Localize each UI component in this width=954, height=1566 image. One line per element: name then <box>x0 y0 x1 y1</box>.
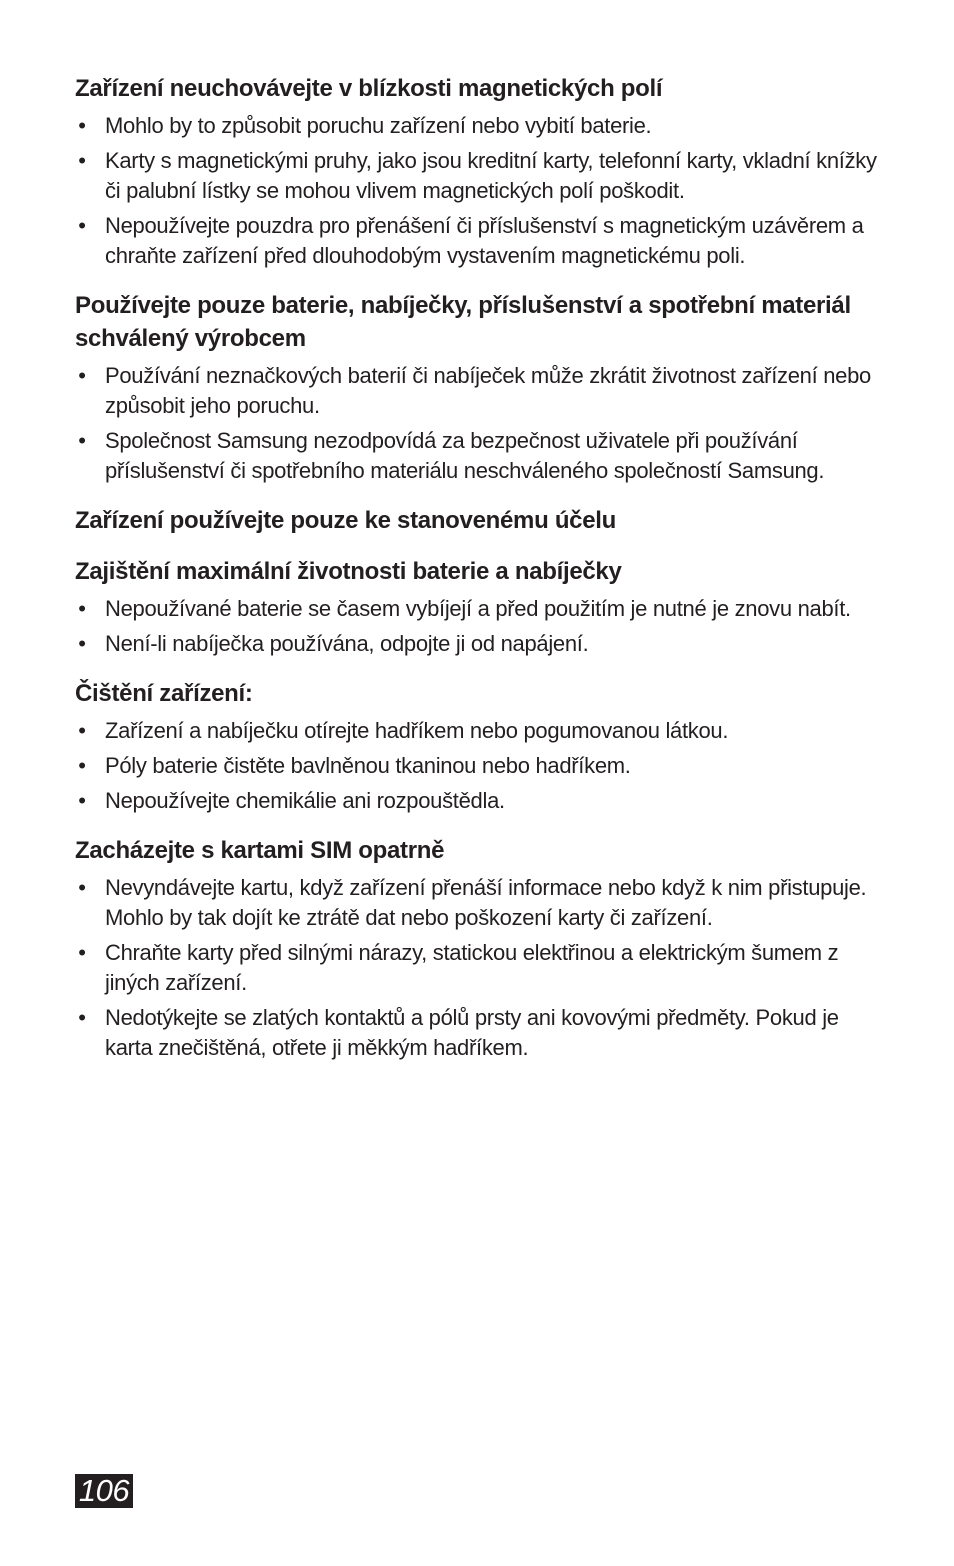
list-item-text: Mohlo by to způsobit poruchu zařízení nebo vybití baterie. <box>105 113 652 138</box>
section-heading: Používejte pouze baterie, nabíječky, příslušenství a spotřební materiál schválený výrobcem <box>75 292 851 352</box>
bullet-list <box>75 594 885 659</box>
list-item <box>75 111 885 141</box>
bullet-list <box>75 716 885 816</box>
bullet-list <box>75 111 885 271</box>
page-number: 106 <box>75 1474 133 1508</box>
list-item-text: Společnost Samsung nezodpovídá za bezpečnost uživatele při používání příslušenství či spotřebního materiálu neschváleného společností Samsung. <box>105 428 825 483</box>
list-item <box>75 211 885 271</box>
bullet-icon: • <box>78 788 86 813</box>
document-body <box>75 72 885 1068</box>
list-item-text: Používání neznačkových baterií či nabíječek může zkrátit životnost zařízení nebo způsobit jeho poruchu. <box>105 363 871 418</box>
section-heading: Čištění zařízení: <box>75 680 253 707</box>
bullet-icon: • <box>78 753 86 778</box>
list-item <box>75 426 885 486</box>
list-item-text: Póly baterie čistěte bavlněnou tkaninou nebo hadříkem. <box>105 753 631 778</box>
list-item-text: Nevyndávejte kartu, když zařízení přenáší informace nebo když k nim přistupuje. Mohlo by tak dojít ke ztrátě dat nebo poškození karty či zařízení. <box>105 875 867 930</box>
list-item <box>75 751 885 781</box>
section-heading: Zajištění maximální životnosti baterie a nabíječky <box>75 558 622 585</box>
bullet-icon: • <box>78 213 86 238</box>
section-magnetic-fields <box>75 72 885 271</box>
list-item <box>75 938 885 998</box>
bullet-icon: • <box>78 875 86 900</box>
list-item-text: Nepoužívejte pouzdra pro přenášení či příslušenství s magnetickým uzávěrem a chraňte zařízení před dlouhodobým vystavením magnetickému poli. <box>105 213 864 268</box>
bullet-list <box>75 361 885 486</box>
bullet-icon: • <box>78 428 86 453</box>
section-cleaning <box>75 677 885 816</box>
list-item-text: Karty s magnetickými pruhy, jako jsou kreditní karty, telefonní karty, vkladní knížky či palubní lístky se mohou vlivem magnetických polí poškodit. <box>105 148 877 203</box>
bullet-icon: • <box>78 363 86 388</box>
list-item <box>75 629 885 659</box>
bullet-icon: • <box>78 113 86 138</box>
section-battery-life <box>75 555 885 659</box>
bullet-icon: • <box>78 940 86 965</box>
section-sim-cards <box>75 834 885 1063</box>
bullet-icon: • <box>78 718 86 743</box>
list-item-text: Nedotýkejte se zlatých kontaktů a pólů prsty ani kovovými předměty. Pokud je karta znečištěná, otřete ji měkkým hadříkem. <box>105 1005 839 1060</box>
bullet-list <box>75 873 885 1063</box>
list-item <box>75 361 885 421</box>
list-item <box>75 786 885 816</box>
section-heading: Zařízení neuchovávejte v blízkosti magnetických polí <box>75 75 663 102</box>
section-approved-accessories <box>75 289 885 486</box>
section-heading: Zacházejte s kartami SIM opatrně <box>75 837 445 864</box>
bullet-icon: • <box>78 596 86 621</box>
bullet-icon: • <box>78 1005 86 1030</box>
list-item <box>75 873 885 933</box>
list-item-text: Nepoužívejte chemikálie ani rozpouštědla. <box>105 788 505 813</box>
list-item-text: Zařízení a nabíječku otírejte hadříkem nebo pogumovanou látkou. <box>105 718 729 743</box>
list-item <box>75 716 885 746</box>
list-item-text: Nepoužívané baterie se časem vybíjejí a před použitím je nutné je znovu nabít. <box>105 596 851 621</box>
list-item-text: Chraňte karty před silnými nárazy, statickou elektřinou a elektrickým šumem z jiných zařízení. <box>105 940 839 995</box>
section-heading: Zařízení používejte pouze ke stanovenému účelu <box>75 507 617 534</box>
section-intended-use <box>75 504 885 537</box>
bullet-icon: • <box>78 631 86 656</box>
list-item <box>75 1003 885 1063</box>
list-item <box>75 594 885 624</box>
bullet-icon: • <box>78 148 86 173</box>
list-item-text: Není-li nabíječka používána, odpojte ji od napájení. <box>105 631 589 656</box>
list-item <box>75 146 885 206</box>
